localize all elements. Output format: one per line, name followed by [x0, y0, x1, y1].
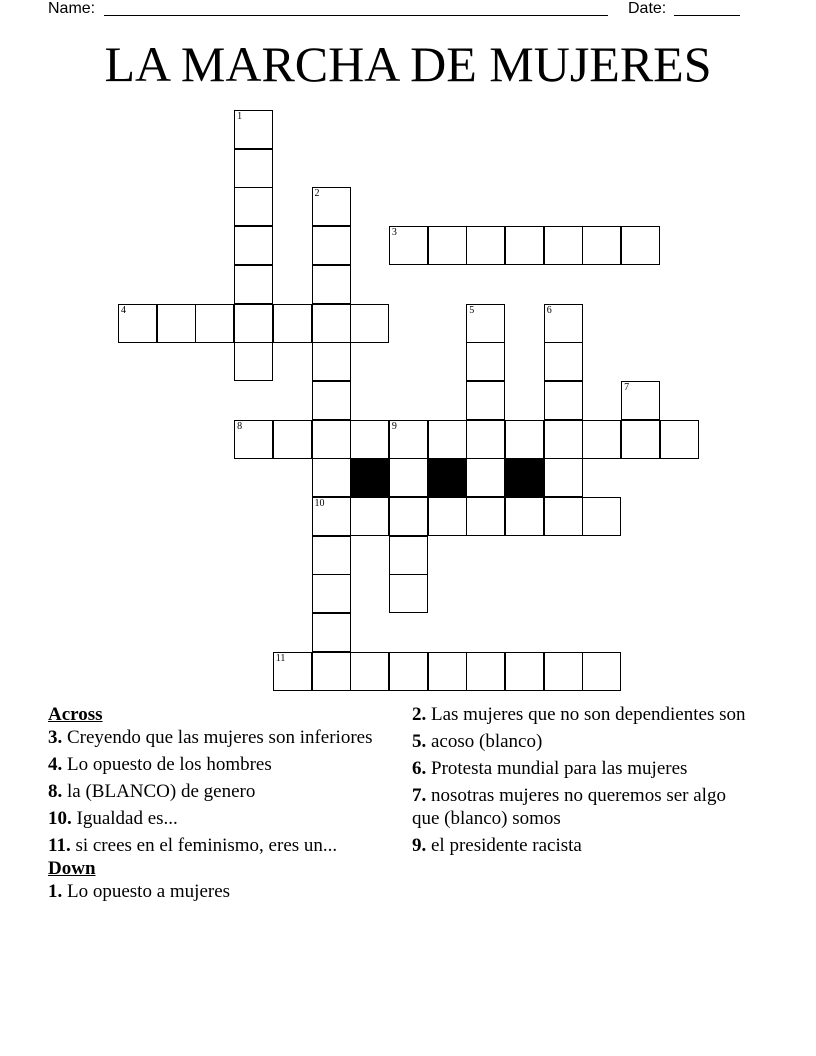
clue-number: 5. [412, 731, 427, 752]
down-clue [412, 834, 752, 857]
clue-text: Protesta mundial para las mujeres [431, 758, 688, 779]
crossword-cell[interactable] [621, 420, 660, 459]
down-clue [412, 757, 752, 780]
crossword-cell[interactable] [389, 652, 428, 691]
down-clue [412, 784, 752, 830]
crossword-cell[interactable] [582, 420, 621, 459]
clue-text: si crees en el feminismo, eres un... [75, 835, 338, 856]
crossword-cell[interactable] [389, 497, 428, 536]
crossword-cell[interactable] [428, 652, 467, 691]
name-label: Name: [48, 0, 96, 17]
crossword-cell[interactable] [234, 304, 273, 343]
crossword-cell[interactable] [312, 613, 351, 652]
clue-number: 10. [48, 808, 72, 829]
crossword-cell[interactable] [466, 381, 505, 420]
clue-text: Lo opuesto a mujeres [67, 881, 231, 902]
clues-right-column [412, 703, 752, 861]
crossword-cell[interactable] [505, 420, 544, 459]
cell-number: 7 [624, 381, 630, 393]
cell-number: 8 [237, 420, 243, 432]
crossword-block-cell [350, 458, 389, 497]
cell-number: 9 [391, 420, 397, 432]
clue-number: 1. [48, 881, 63, 902]
crossword-cell[interactable] [234, 420, 273, 459]
crossword-cell[interactable] [544, 304, 583, 343]
crossword-cell[interactable] [544, 652, 583, 691]
crossword-cell[interactable] [312, 536, 351, 575]
crossword-cell[interactable] [312, 342, 351, 381]
across-clue [48, 753, 378, 776]
crossword-cell[interactable] [582, 226, 621, 265]
crossword-cell[interactable] [312, 226, 351, 265]
crossword-cell[interactable] [312, 497, 351, 536]
crossword-cell[interactable] [428, 420, 467, 459]
crossword-cell[interactable] [118, 304, 157, 343]
crossword-cell[interactable] [582, 652, 621, 691]
across-clue [48, 726, 378, 749]
crossword-cell[interactable] [389, 420, 428, 459]
crossword-cell[interactable] [312, 304, 351, 343]
crossword-cell[interactable] [389, 574, 428, 613]
down-clue [412, 703, 752, 726]
crossword-cell[interactable] [466, 226, 505, 265]
clue-number: 11. [48, 835, 71, 856]
clue-number: 2. [412, 704, 427, 725]
crossword-cell[interactable] [312, 574, 351, 613]
cell-number: 5 [469, 304, 475, 316]
cell-number: 11 [275, 652, 286, 664]
crossword-cell[interactable] [273, 304, 312, 343]
crossword-cell[interactable] [312, 652, 351, 691]
crossword-cell[interactable] [234, 342, 273, 381]
crossword-cell[interactable] [389, 458, 428, 497]
crossword-cell[interactable] [312, 265, 351, 304]
clue-number: 7. [412, 785, 427, 806]
crossword-cell[interactable] [505, 652, 544, 691]
crossword-cell[interactable] [466, 652, 505, 691]
clue-text: nosotras mujeres no queremos ser algo que (blanco) somos [412, 785, 726, 829]
crossword-cell[interactable] [389, 226, 428, 265]
crossword-cell[interactable] [312, 458, 351, 497]
crossword-cell[interactable] [234, 149, 273, 188]
crossword-cell[interactable] [350, 497, 389, 536]
cell-number: 1 [237, 111, 243, 122]
crossword-cell[interactable] [544, 381, 583, 420]
crossword-cell[interactable] [505, 497, 544, 536]
clue-number: 8. [48, 781, 63, 802]
crossword-cell[interactable] [350, 652, 389, 691]
crossword-cell[interactable] [389, 536, 428, 575]
crossword-cell[interactable] [234, 226, 273, 265]
clue-number: 6. [412, 758, 427, 779]
crossword-cell[interactable] [234, 110, 273, 149]
crossword-cell[interactable] [544, 226, 583, 265]
crossword-cell[interactable] [312, 420, 351, 459]
crossword-cell[interactable] [660, 420, 699, 459]
cell-number: 3 [391, 227, 397, 239]
across-clue [48, 780, 378, 803]
clue-number: 9. [412, 835, 427, 856]
down-clue [48, 880, 378, 903]
crossword-cell[interactable] [582, 497, 621, 536]
down-heading: Down [48, 858, 96, 879]
clue-number: 4. [48, 754, 63, 775]
crossword-cell[interactable] [466, 458, 505, 497]
cell-number: 4 [121, 304, 126, 316]
clue-number: 3. [48, 727, 63, 748]
across-clue [48, 834, 378, 857]
crossword-cell[interactable] [428, 226, 467, 265]
crossword-cell[interactable] [157, 304, 196, 343]
across-heading: Across [48, 704, 103, 725]
crossword-cell[interactable] [195, 304, 234, 343]
cell-number: 10 [314, 498, 325, 509]
cell-number: 2 [314, 188, 320, 200]
crossword-cell[interactable] [544, 342, 583, 381]
crossword-cell[interactable] [428, 497, 467, 536]
crossword-cell[interactable] [466, 497, 505, 536]
clue-text: Creyendo que las mujeres son inferiores [67, 727, 373, 748]
crossword-cell[interactable] [466, 420, 505, 459]
down-clue [412, 730, 752, 753]
clue-text: Las mujeres que no son dependientes son [431, 704, 746, 725]
crossword-cell[interactable] [234, 265, 273, 304]
date-label: Date: [628, 0, 667, 17]
crossword-cell[interactable] [312, 381, 351, 420]
crossword-cell[interactable] [350, 420, 389, 459]
across-clue [48, 807, 378, 830]
crossword-block-cell [505, 458, 544, 497]
crossword-cell[interactable] [621, 226, 660, 265]
clue-text: Lo opuesto de los hombres [67, 754, 272, 775]
clue-text: Igualdad es... [76, 808, 178, 829]
crossword-cell[interactable] [544, 458, 583, 497]
clues-left-column [48, 703, 378, 907]
crossword-cell[interactable] [350, 304, 389, 343]
clue-text: acoso (blanco) [431, 731, 543, 752]
crossword-cell[interactable] [273, 652, 312, 691]
crossword-cell[interactable] [544, 497, 583, 536]
crossword-cell[interactable] [544, 420, 583, 459]
crossword-cell[interactable] [234, 187, 273, 226]
crossword-block-cell [428, 458, 467, 497]
crossword-cell[interactable] [466, 304, 505, 343]
crossword-cell[interactable] [621, 381, 660, 420]
crossword-cell[interactable] [505, 226, 544, 265]
crossword-cell[interactable] [466, 342, 505, 381]
clue-text: la (BLANCO) de genero [67, 781, 256, 802]
page-title: LA MARCHA DE MUJERES [104, 36, 712, 92]
clue-text: el presidente racista [431, 835, 582, 856]
crossword-cell[interactable] [312, 187, 351, 226]
crossword-cell[interactable] [273, 420, 312, 459]
cell-number: 6 [546, 304, 552, 316]
